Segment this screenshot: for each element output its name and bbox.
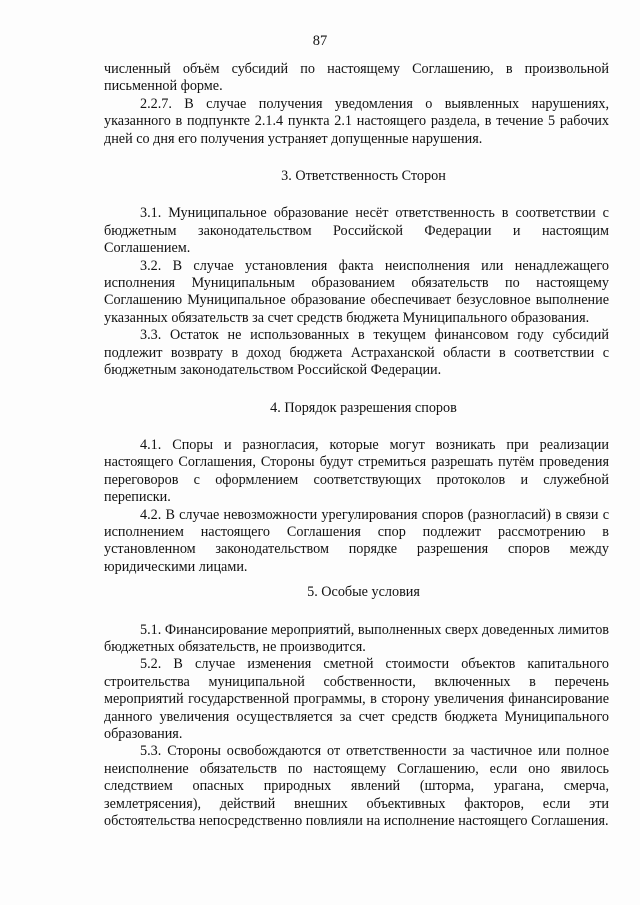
- paragraph-5-3: 5.3. Стороны освобождаются от ответственности за частичное или полное неисполнение обязательств по настоящему Соглашению, если оно явилось следствием опасных природных явлений (шторма, урагана, смерча, землетрясения), действий внешних объективных факторов, если эти обстоятельства непосредственно повлияли на исполнение настоящего Соглашения.: [104, 743, 609, 830]
- paragraph-5-1: 5.1. Финансирование мероприятий, выполненных сверх доведенных лимитов бюджетных обязательств, не производится.: [104, 621, 609, 655]
- section-heading-disputes: 4. Порядок разрешения споров: [270, 399, 457, 416]
- paragraph-3-2: 3.2. В случае установления факта неисполнения или ненадлежащего исполнения Муниципальным образованием обязательств по настоящему Соглашению Муниципальное образование обеспечивает безусловное выполнение указанных обязательств за счет средств бюджета Муниципального образования.: [104, 257, 609, 326]
- paragraph-subsidy-volume: численный объём субсидий по настоящему Соглашению, в произвольной письменной форме.: [104, 61, 609, 95]
- section-heading-special-conditions: 5. Особые условия: [307, 584, 420, 601]
- paragraph-3-1: 3.1. Муниципальное образование несёт ответственность в соответствии с бюджетным законодательством Российской Федерации и настоящим Соглашением.: [104, 205, 609, 257]
- page-number: 87: [312, 33, 328, 49]
- section-heading-responsibility: 3. Ответственность Сторон: [281, 168, 446, 185]
- paragraph-3-3: 3.3. Остаток не использованных в текущем финансовом году субсидий подлежит возврату в доход бюджета Астраханской области в соответствии с бюджетным законодательством Российской Федерации.: [104, 327, 609, 379]
- paragraph-2-2-7: 2.2.7. В случае получения уведомления о выявленных нарушениях, указанного в подпункте 2.1.4 пункта 2.1 настоящего раздела, в течение 5 рабочих дней со дня его получения устраняет допущенные нарушения.: [104, 95, 609, 147]
- paragraph-4-2: 4.2. В случае невозможности урегулирования споров (разногласий) в связи с исполнением настоящего Соглашения спор подлежит рассмотрению в установленном законодательством порядке разрешения споров между юридическими лицами.: [104, 506, 609, 575]
- paragraph-4-1: 4.1. Споры и разногласия, которые могут возникать при реализации настоящего Соглашения, Стороны будут стремиться разрешать путём проведения переговоров с оформлением соответствующих протоколов и служебной переписки.: [104, 436, 609, 506]
- paragraph-5-2: 5.2. В случае изменения сметной стоимости объектов капитального строительства муниципальной собственности, включенных в перечень мероприятий государственной программы, в сторону увеличения финансирование данного увеличения осуществляется за счет средств бюджета Муниципального образования.: [104, 656, 609, 742]
- document-body: [104, 61, 609, 830]
